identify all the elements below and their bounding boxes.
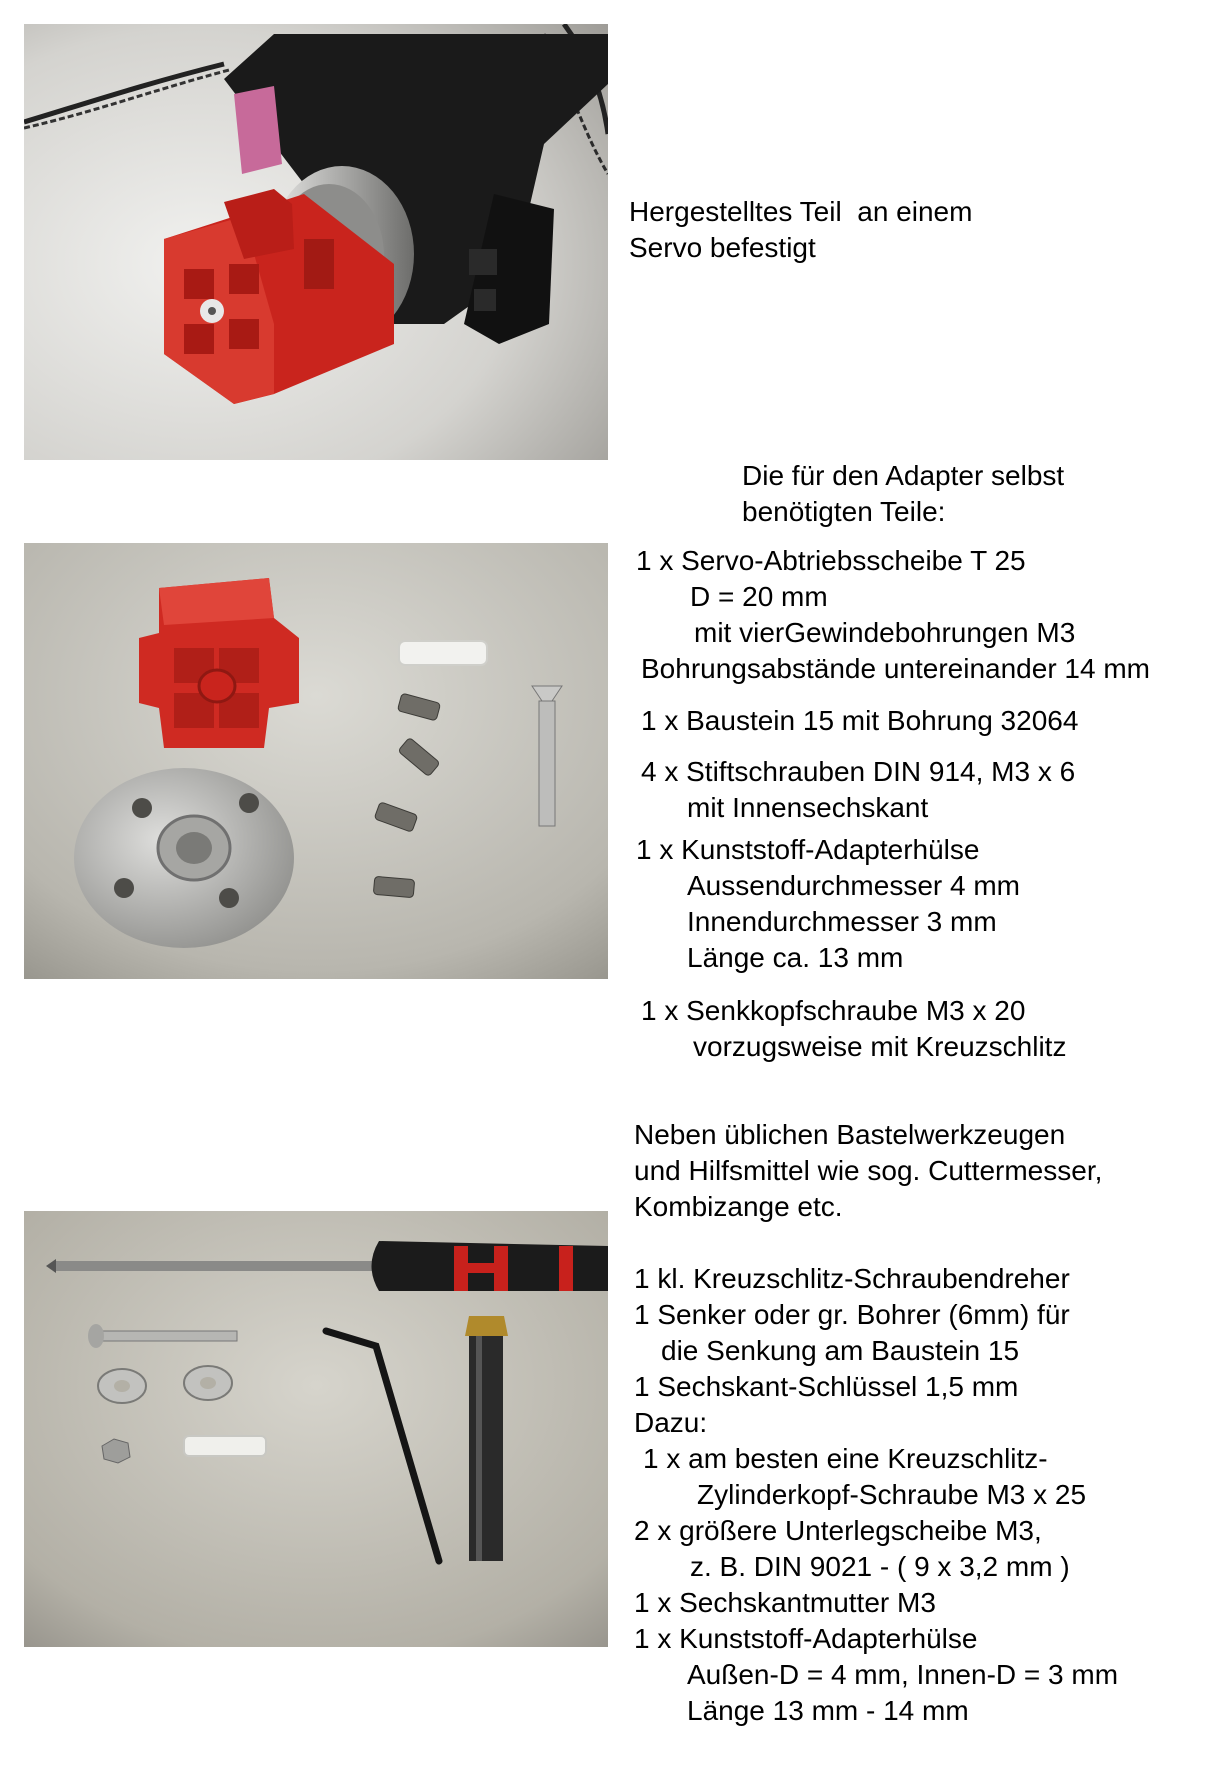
part-detail: Aussendurchmesser 4 mm xyxy=(687,870,1021,901)
part-item: 1 x Servo-Abtriebsscheibe T 25 xyxy=(636,545,1026,576)
extra-item: 1 x Sechskantmutter M3 xyxy=(634,1587,936,1618)
extra-detail: z. B. DIN 9021 - ( 9 x 3,2 mm ) xyxy=(690,1551,1070,1582)
tools-photo xyxy=(24,1211,608,1647)
part-detail: mit Innensechskant xyxy=(687,792,929,823)
parts-heading: Die für den Adapter selbst xyxy=(742,460,1065,491)
part-detail: mit vierGewindebohrungen M3 xyxy=(694,617,1076,648)
part-item: 4 x Stiftschrauben DIN 914, M3 x 6 xyxy=(641,756,1076,787)
parts-heading: benötigten Teile: xyxy=(742,496,946,527)
extra-detail: Länge 13 mm - 14 mm xyxy=(687,1695,969,1726)
servo-assembly-photo xyxy=(24,24,608,460)
tool-item: 1 kl. Kreuzschlitz-Schraubendreher xyxy=(634,1263,1070,1294)
part-detail: vorzugsweise mit Kreuzschlitz xyxy=(693,1031,1067,1062)
tool-detail: die Senkung am Baustein 15 xyxy=(661,1335,1020,1366)
part-item: 1 x Kunststoff-Adapterhülse xyxy=(636,834,980,865)
extra-item: 1 x am besten eine Kreuzschlitz- xyxy=(643,1443,1048,1474)
tool-item: Dazu: xyxy=(634,1407,708,1438)
part-item: 1 x Senkkopfschraube M3 x 20 xyxy=(641,995,1026,1026)
part-detail: Länge ca. 13 mm xyxy=(687,942,904,973)
caption-line: Hergestelltes Teil an einem xyxy=(629,196,973,227)
tool-item: 1 Sechskant-Schlüssel 1,5 mm xyxy=(634,1371,1019,1402)
extra-item: 2 x größere Unterlegscheibe M3, xyxy=(634,1515,1042,1546)
parts-photo xyxy=(24,543,608,979)
tools-intro-line: und Hilfsmittel wie sog. Cuttermesser, xyxy=(634,1155,1103,1186)
part-detail: Innendurchmesser 3 mm xyxy=(687,906,997,937)
tools-intro-line: Kombizange etc. xyxy=(634,1191,843,1222)
part-item: 1 x Baustein 15 mit Bohrung 32064 xyxy=(641,705,1079,736)
caption-line: Servo befestigt xyxy=(629,232,816,263)
tools-intro-line: Neben üblichen Bastelwerkzeugen xyxy=(634,1119,1066,1150)
extra-item: 1 x Kunststoff-Adapterhülse xyxy=(634,1623,978,1654)
extra-detail: Zylinderkopf-Schraube M3 x 25 xyxy=(697,1479,1087,1510)
extra-detail: Außen-D = 4 mm, Innen-D = 3 mm xyxy=(687,1659,1119,1690)
part-detail: Bohrungsabstände untereinander 14 mm xyxy=(641,653,1151,684)
part-detail: D = 20 mm xyxy=(690,581,828,612)
tool-item: 1 Senker oder gr. Bohrer (6mm) für xyxy=(634,1299,1070,1330)
